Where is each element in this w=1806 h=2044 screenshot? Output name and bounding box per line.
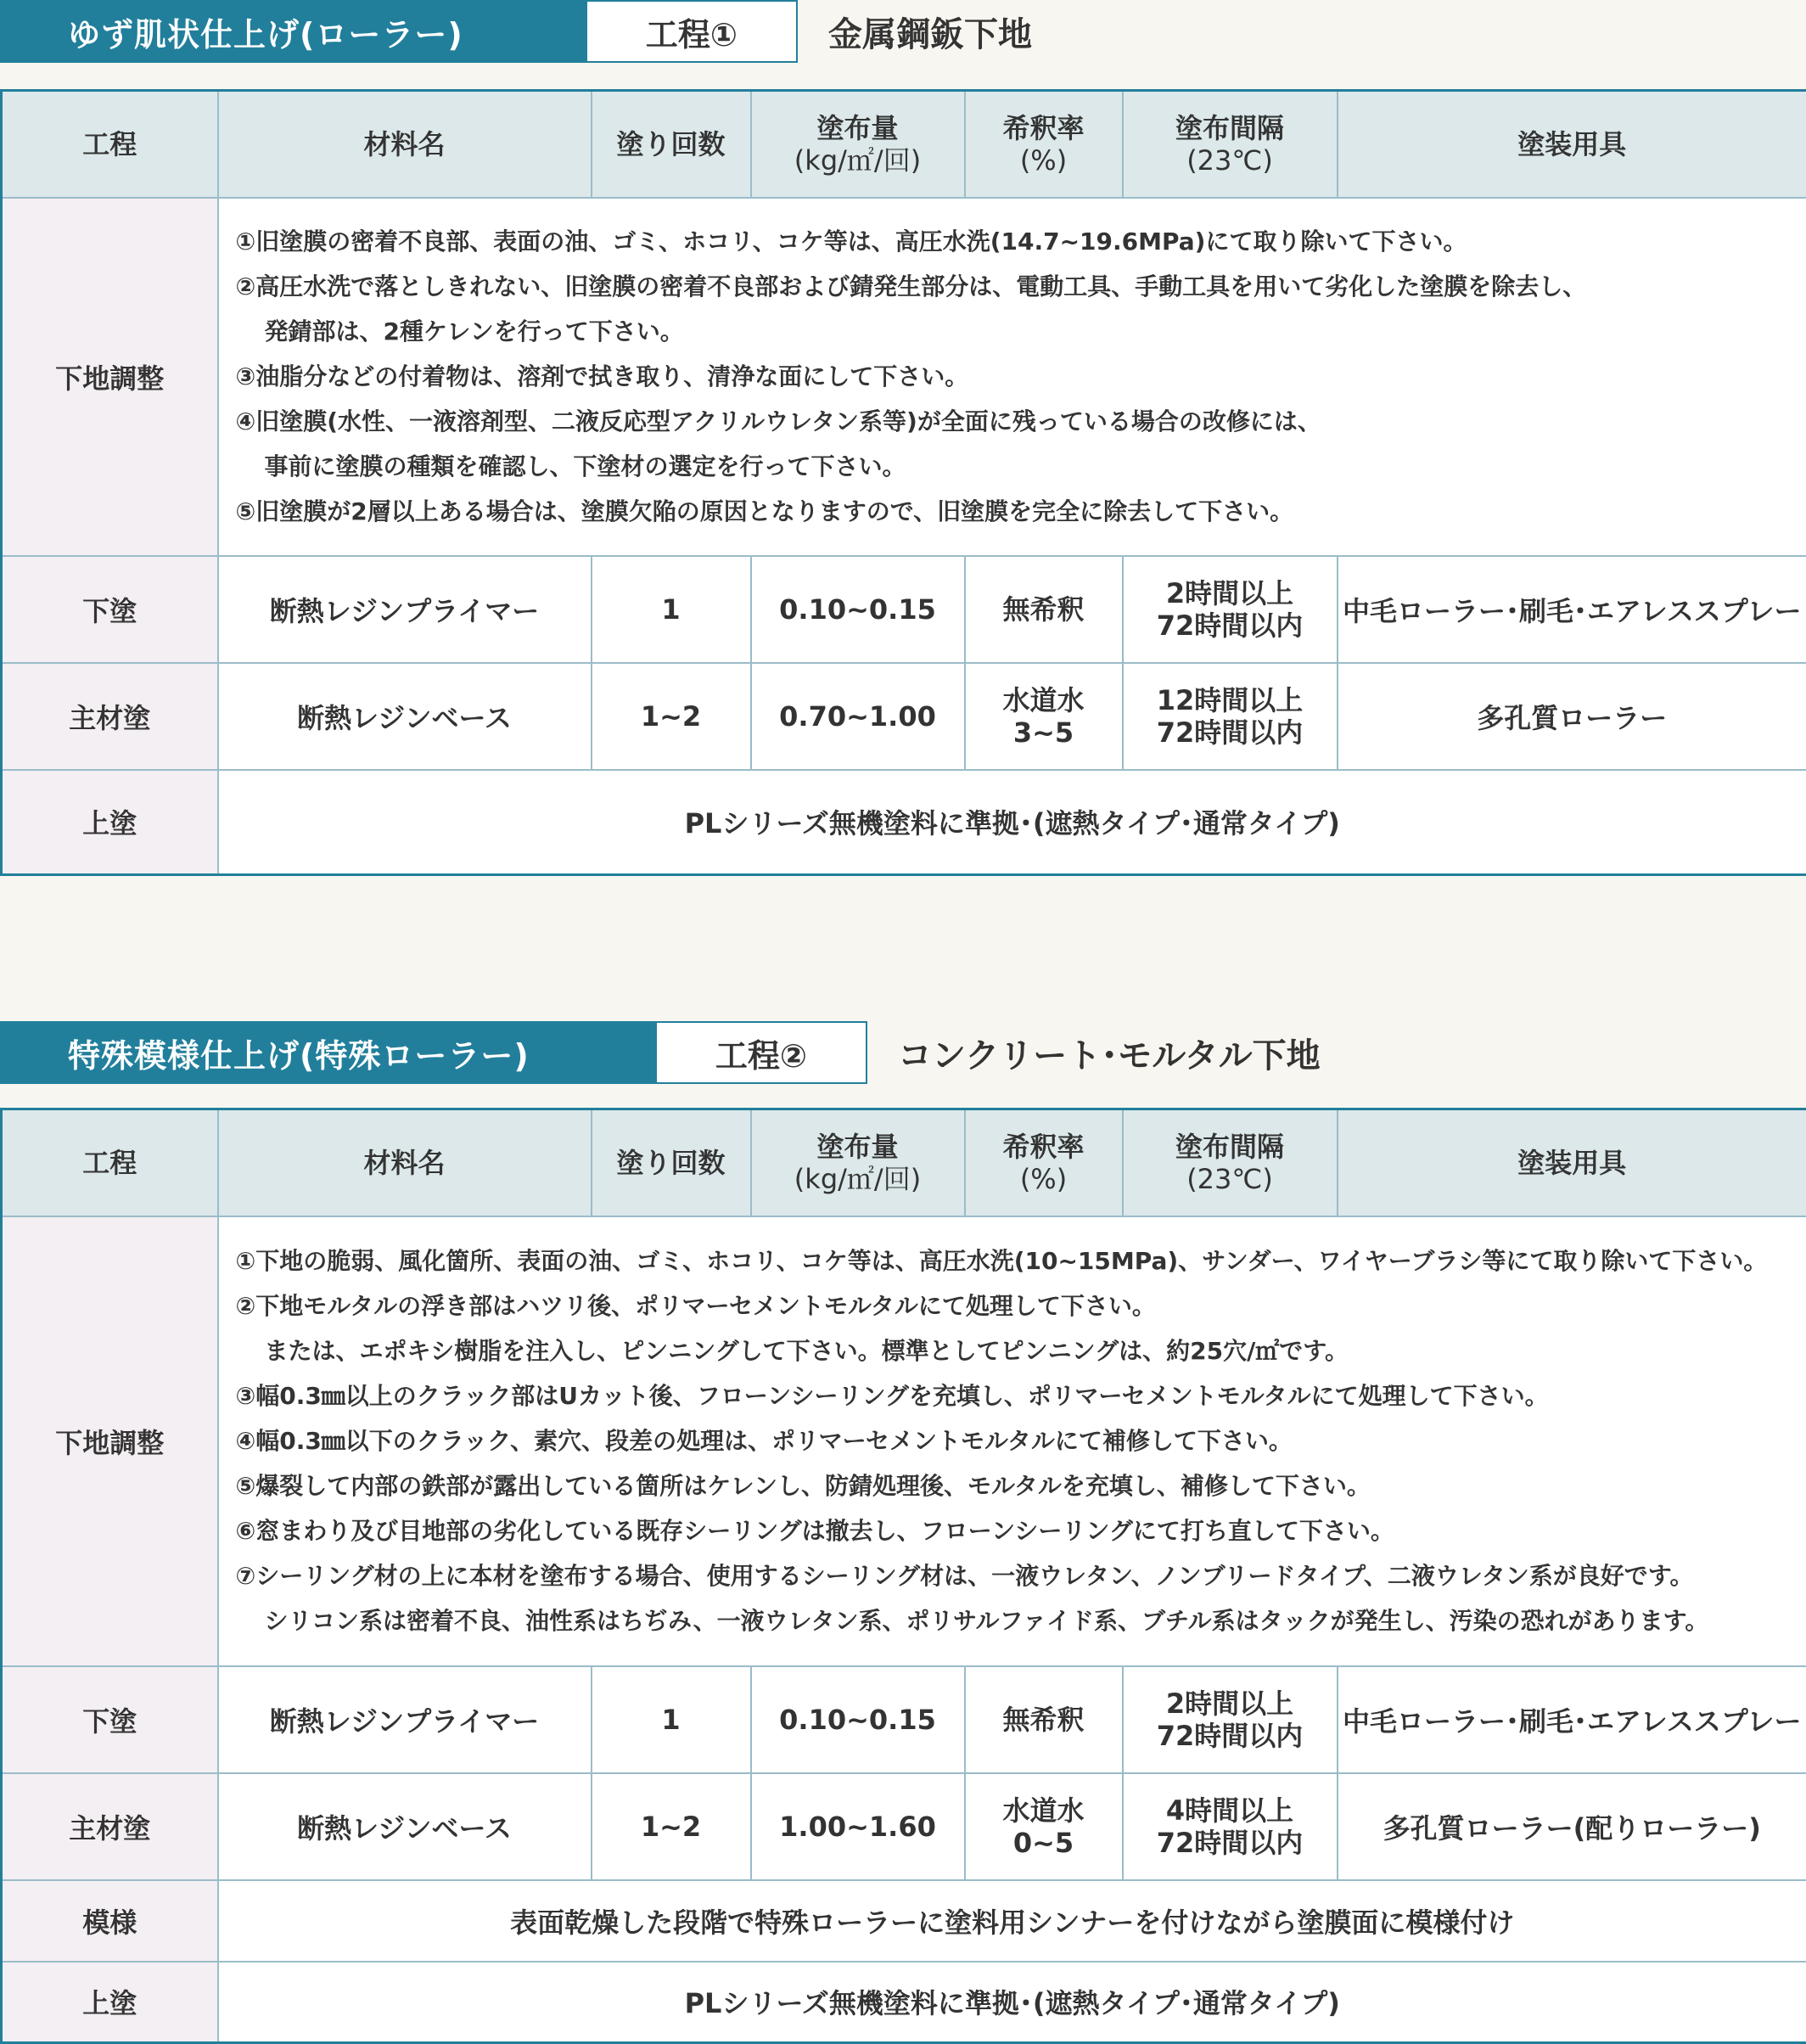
note-line: ⑤爆裂して内部の鉄部が露出している箇所はケレンし、防錆処理後、モルタルを充填し、補修して下さい。 — [236, 1463, 1806, 1508]
amount-cell: 0.10~0.15 — [751, 556, 965, 663]
prep-notes — [218, 1216, 1806, 1666]
note-line: ⑦シーリング材の上に本材を塗布する場合、使用するシーリング材は、一液ウレタン、ノンブリードタイプ、二液ウレタン系が良好です。 — [236, 1553, 1806, 1598]
note-line: ④幅0.3㎜以下のクラック、素穴、段差の処理は、ポリマーセメントモルタルにて補修して下さい。 — [236, 1418, 1806, 1463]
section2-table — [0, 1108, 1806, 2044]
material-cell: 断熱レジンベース — [218, 663, 592, 770]
note-line: ⑤旧塗膜が2層以上ある場合は、塗膜欠陥の原因となりますので、旧塗膜を完全に除去して下さい。 — [236, 489, 1806, 534]
col-process: 工程 — [2, 1109, 218, 1216]
process-cell: 主材塗 — [2, 1773, 218, 1880]
tool-cell: 多孔質ローラー(配りローラー) — [1338, 1773, 1806, 1880]
interval-cell: 2時間以上 72時間以内 — [1123, 1666, 1338, 1773]
table-row — [2, 556, 1806, 663]
material-cell: 断熱レジンプライマー — [218, 1666, 592, 1773]
note-line: シリコン系は密着不良、油性系はちぢみ、一液ウレタン系、ポリサルファイド系、ブチル系はタックが発生し、汚染の恐れがあります。 — [236, 1598, 1806, 1643]
section1-step: 工程① — [586, 0, 798, 63]
pattern-text: 表面乾燥した段階で特殊ローラーに塗料用シンナーを付けながら塗膜面に模様付け — [218, 1880, 1806, 1962]
col-coats: 塗り回数 — [592, 1109, 751, 1216]
topcoat-label: 上塗 — [2, 1962, 218, 2043]
col-material: 材料名 — [218, 91, 592, 198]
amount-cell: 0.10~0.15 — [751, 1666, 965, 1773]
dilution-cell: 無希釈 — [965, 556, 1123, 663]
interval-cell: 12時間以上 72時間以内 — [1123, 663, 1338, 770]
interval-cell: 2時間以上 72時間以内 — [1123, 556, 1338, 663]
material-cell: 断熱レジンベース — [218, 1773, 592, 1880]
note-line: または、エポキシ樹脂を注入し、ピンニングして下さい。標準としてピンニングは、約25穴/㎡です。 — [236, 1328, 1806, 1373]
topcoat-text: PLシリーズ無機塗料に準拠･(遮熱タイプ･通常タイプ) — [218, 770, 1806, 875]
table-row — [2, 1666, 1806, 1773]
note-line: ①旧塗膜の密着不良部、表面の油、ゴミ、ホコリ、コケ等は、高圧水洗(14.7~19.6MPa)にて取り除いて下さい。 — [236, 219, 1806, 264]
note-line: ④旧塗膜(水性、一液溶剤型、二液反応型アクリルウレタン系等)が全面に残っている場合の改修には、 — [236, 399, 1806, 444]
note-line: 事前に塗膜の種類を確認し、下塗材の選定を行って下さい。 — [236, 444, 1806, 489]
prep-notes — [218, 198, 1806, 556]
col-coats: 塗り回数 — [592, 91, 751, 198]
table-row — [2, 1773, 1806, 1880]
amount-cell: 0.70~1.00 — [751, 663, 965, 770]
material-cell: 断熱レジンプライマー — [218, 556, 592, 663]
pattern-row — [2, 1880, 1806, 1962]
section2-title: 特殊模様仕上げ(特殊ローラー) — [0, 1021, 655, 1084]
tool-cell: 多孔質ローラー — [1338, 663, 1806, 770]
dilution-cell: 水道水 3~5 — [965, 663, 1123, 770]
process-cell: 下塗 — [2, 1666, 218, 1773]
dilution-cell: 無希釈 — [965, 1666, 1123, 1773]
interval-cell: 4時間以上 72時間以内 — [1123, 1773, 1338, 1880]
coats-cell: 1~2 — [592, 1773, 751, 1880]
tool-cell: 中毛ローラー･刷毛･エアレススプレー — [1338, 556, 1806, 663]
col-amount: 塗布量 (kg/㎡/回) — [751, 1109, 965, 1216]
section1-title: ゆず肌状仕上げ(ローラー) — [0, 0, 586, 63]
coats-cell: 1~2 — [592, 663, 751, 770]
note-line: ⑥窓まわり及び目地部の劣化している既存シーリングは撤去し、フローンシーリングにて打ち直して下さい。 — [236, 1508, 1806, 1553]
topcoat-text: PLシリーズ無機塗料に準拠･(遮熱タイプ･通常タイプ) — [218, 1962, 1806, 2043]
col-tool: 塗装用具 — [1338, 91, 1806, 198]
prep-row — [2, 198, 1806, 556]
topcoat-row — [2, 1962, 1806, 2043]
amount-cell: 1.00~1.60 — [751, 1773, 965, 1880]
note-line: 発錆部は、2種ケレンを行って下さい。 — [236, 309, 1806, 354]
col-interval: 塗布間隔 (23℃) — [1123, 91, 1338, 198]
topcoat-row — [2, 770, 1806, 875]
coats-cell: 1 — [592, 556, 751, 663]
table-row — [2, 663, 1806, 770]
topcoat-label: 上塗 — [2, 770, 218, 875]
prep-label: 下地調整 — [2, 198, 218, 556]
coats-cell: 1 — [592, 1666, 751, 1773]
col-material: 材料名 — [218, 1109, 592, 1216]
section2-step: 工程② — [655, 1021, 867, 1084]
header-row — [2, 91, 1806, 198]
section1-substrate: 金属鋼鈑下地 — [798, 8, 1032, 56]
pattern-label: 模様 — [2, 1880, 218, 1962]
section2-header — [0, 1021, 1321, 1084]
section2-substrate: コンクリート･モルタル下地 — [867, 1029, 1321, 1077]
col-tool: 塗装用具 — [1338, 1109, 1806, 1216]
note-line: ②高圧水洗で落としきれない、旧塗膜の密着不良部および錆発生部分は、電動工具、手動工具を用いて劣化した塗膜を除去し、 — [236, 264, 1806, 309]
note-line: ①下地の脆弱、風化箇所、表面の油、ゴミ、ホコリ、コケ等は、高圧水洗(10~15MPa)、サンダー、ワイヤーブラシ等にて取り除いて下さい。 — [236, 1238, 1806, 1283]
header-row — [2, 1109, 1806, 1216]
prep-label: 下地調整 — [2, 1216, 218, 1666]
col-dilution: 希釈率 (%) — [965, 1109, 1123, 1216]
section1-table — [0, 89, 1806, 876]
col-dilution: 希釈率 (%) — [965, 91, 1123, 198]
note-line: ②下地モルタルの浮き部はハツリ後、ポリマーセメントモルタルにて処理して下さい。 — [236, 1283, 1806, 1328]
process-cell: 下塗 — [2, 556, 218, 663]
col-interval: 塗布間隔 (23℃) — [1123, 1109, 1338, 1216]
tool-cell: 中毛ローラー･刷毛･エアレススプレー — [1338, 1666, 1806, 1773]
section1-header — [0, 0, 1032, 63]
note-line: ③幅0.3㎜以上のクラック部はUカット後、フローンシーリングを充填し、ポリマーセメントモルタルにて処理して下さい。 — [236, 1373, 1806, 1418]
process-cell: 主材塗 — [2, 663, 218, 770]
col-process: 工程 — [2, 91, 218, 198]
dilution-cell: 水道水 0~5 — [965, 1773, 1123, 1880]
note-line: ③油脂分などの付着物は、溶剤で拭き取り、清浄な面にして下さい。 — [236, 354, 1806, 399]
prep-row — [2, 1216, 1806, 1666]
col-amount: 塗布量 (kg/㎡/回) — [751, 91, 965, 198]
